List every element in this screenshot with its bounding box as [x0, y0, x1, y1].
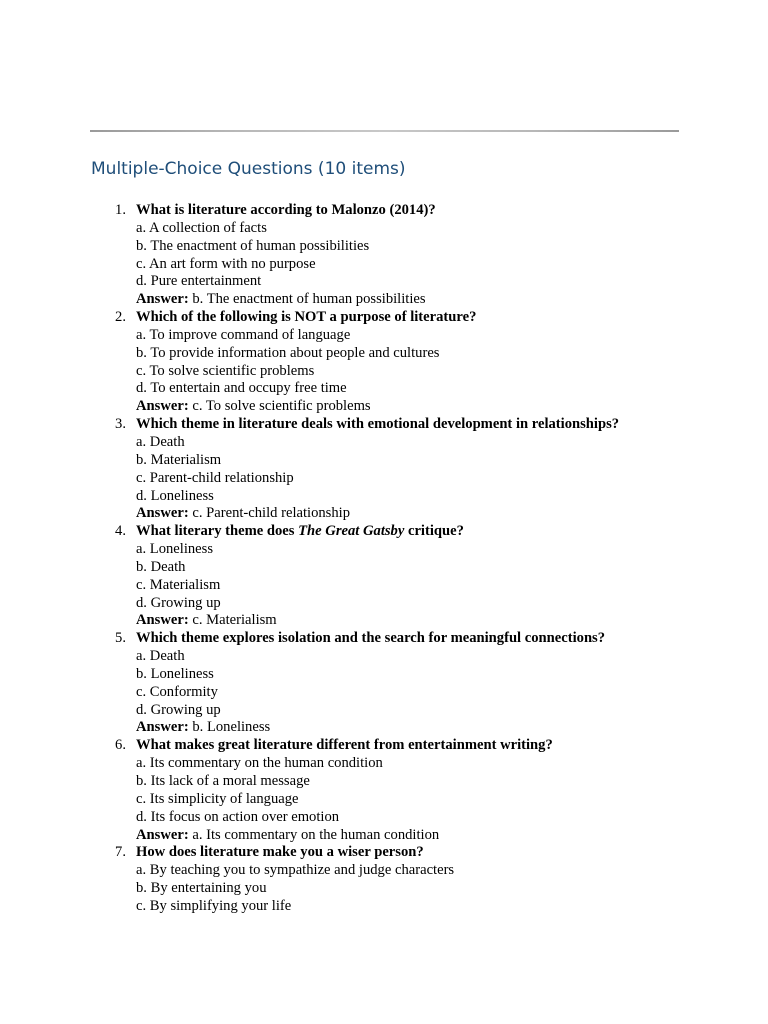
answer-option: a. Loneliness [136, 541, 214, 558]
answer-option: a. Death [136, 433, 185, 450]
answer-option: b. The enactment of human possibilities [136, 237, 370, 254]
question-number: 7. [115, 844, 126, 861]
answer-line [136, 612, 768, 630]
question-text [136, 737, 768, 755]
answer-option: c. Conformity [136, 683, 218, 700]
book-title: The Great Gatsby [298, 523, 405, 540]
answer-line [136, 291, 768, 309]
answer-option: c. Parent-child relationship [136, 469, 294, 486]
answer-option: a. A collection of facts [136, 219, 267, 236]
question-item [0, 630, 768, 737]
answer-line [136, 719, 768, 737]
question-item [0, 416, 768, 523]
answer-label: Answer: [136, 612, 189, 629]
question-item [0, 523, 768, 630]
answer-label: Answer: [136, 398, 189, 415]
answer-option: b. Death [136, 558, 186, 575]
answer-option: c. Materialism [136, 576, 221, 593]
answer-label: Answer: [136, 826, 189, 843]
answer-option: d. Growing up [136, 701, 221, 718]
question-text-part: What makes great literature different from entertainment writing? [136, 737, 553, 754]
answer-option: d. Pure entertainment [136, 273, 262, 290]
answer-option: c. An art form with no purpose [136, 255, 316, 272]
answer-option: a. Its commentary on the human condition [136, 755, 383, 772]
question-text [136, 523, 768, 541]
answer-line [136, 505, 768, 523]
question-text [136, 309, 768, 327]
answer-line [136, 827, 768, 845]
section-heading: Multiple-Choice Questions (10 items) [91, 159, 406, 179]
question-number: 6. [115, 737, 126, 754]
question-list [0, 202, 768, 916]
answer-option: d. Its focus on action over emotion [136, 808, 340, 825]
answer-option: b. Loneliness [136, 665, 214, 682]
question-item [0, 309, 768, 416]
question-text [136, 844, 768, 862]
horizontal-rule [90, 130, 679, 132]
answer-value: c. To solve scientific problems [192, 398, 371, 415]
answer-value: b. Loneliness [192, 719, 271, 736]
question-text [136, 630, 768, 648]
question-item [0, 202, 768, 309]
answer-option: c. To solve scientific problems [136, 362, 315, 379]
answer-label: Answer: [136, 291, 189, 308]
answer-option: b. To provide information about people and cultures [136, 344, 440, 361]
answer-option: d. Loneliness [136, 487, 214, 504]
question-text-part: What literary theme does [136, 523, 299, 540]
question-number: 4. [115, 523, 126, 540]
answer-value: a. Its commentary on the human condition [192, 826, 440, 843]
answer-option: c. By simplifying your life [136, 897, 292, 914]
answer-value: c. Materialism [192, 612, 277, 629]
question-item [0, 737, 768, 844]
question-text [136, 416, 768, 434]
question-number: 5. [115, 630, 126, 647]
question-number: 1. [115, 202, 126, 218]
answer-option: a. To improve command of language [136, 326, 351, 343]
answer-label: Answer: [136, 505, 189, 522]
answer-value: b. The enactment of human possibilities [192, 291, 426, 308]
question-text [136, 202, 768, 220]
question-text-part: How does literature make you a wiser person? [136, 844, 424, 861]
question-number: 3. [115, 416, 126, 433]
answer-option: d. Growing up [136, 594, 221, 611]
answer-option: b. By entertaining you [136, 880, 267, 897]
answer-label: Answer: [136, 719, 189, 736]
answer-option: c. Its simplicity of language [136, 790, 299, 807]
answer-option: d. To entertain and occupy free time [136, 380, 347, 397]
question-text-part: Which theme explores isolation and the search for meaningful connections? [136, 630, 606, 647]
answer-option: b. Its lack of a moral message [136, 773, 310, 789]
question-text-part: Which of the following is NOT a purpose of literature? [136, 309, 477, 326]
answer-value: c. Parent-child relationship [192, 505, 351, 522]
answer-option: b. Materialism [136, 451, 222, 468]
question-text-part: Which theme in literature deals with emotional development in relationships? [136, 416, 620, 433]
question-text-part: critique? [404, 523, 464, 540]
question-item [0, 844, 768, 915]
question-text-part: What is literature according to Malonzo (2014)? [136, 202, 436, 218]
answer-option: a. By teaching you to sympathize and judge characters [136, 862, 455, 879]
answer-line [136, 398, 768, 416]
answer-option: a. Death [136, 648, 185, 665]
question-number: 2. [115, 309, 126, 326]
